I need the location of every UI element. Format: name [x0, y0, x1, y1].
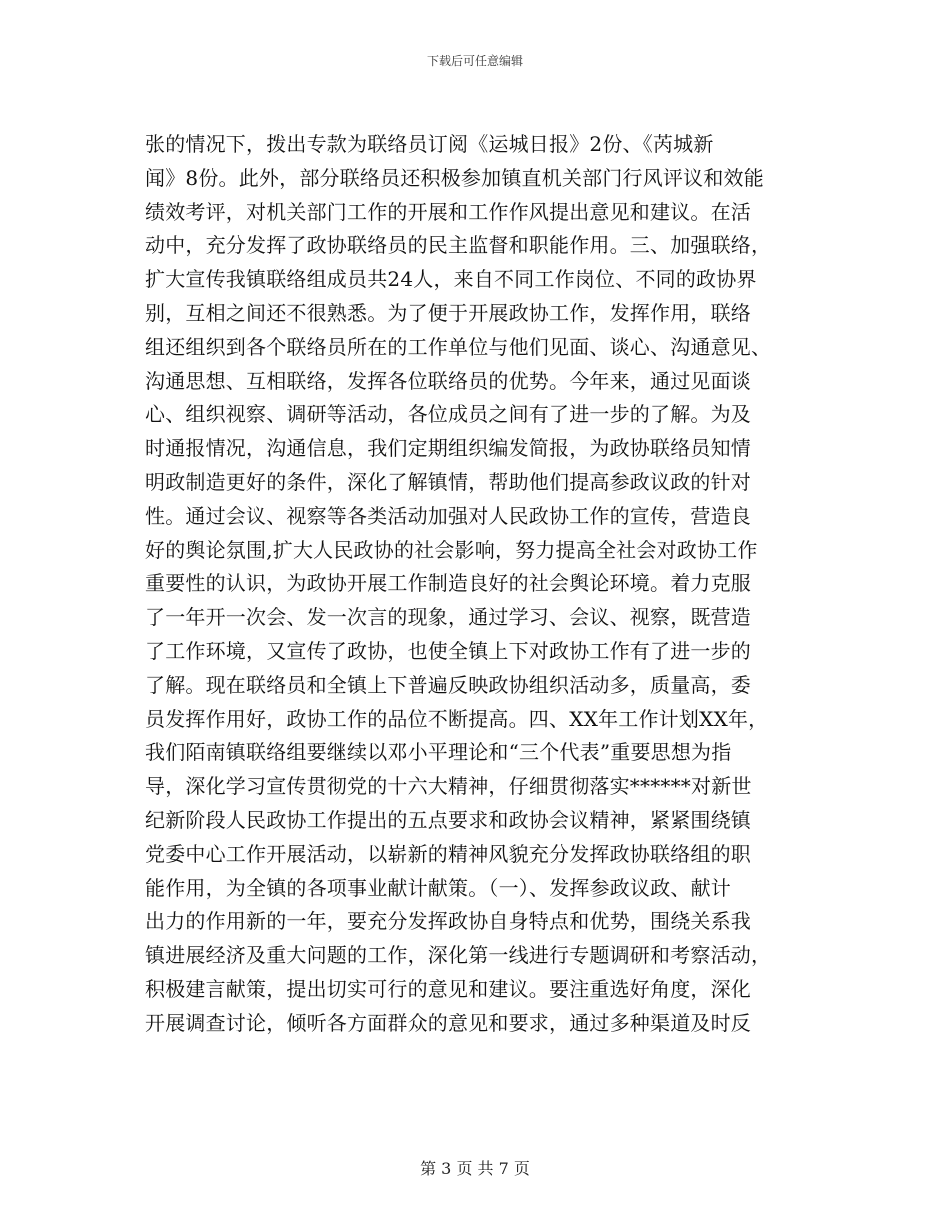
body-line: 闻》8份。此外，部分联络员还积极参加镇直机关部门行风评议和效能 — [145, 165, 764, 190]
body-line: 别，互相之间还不很熟悉。为了便于开展政协工作，发挥作用，联络 — [145, 300, 751, 325]
body-line: 出力的作用新的一年，要充分发挥政协自身特点和优势，围绕关系我 — [145, 909, 751, 934]
body-line: 我们陌南镇联络组要继续以邓小平理论和“三个代表”重要思想为指 — [145, 740, 732, 765]
body-line: 沟通思想、互相联络，发挥各位联络员的优势。今年来，通过见面谈 — [145, 368, 751, 393]
document-body — [145, 128, 810, 1041]
body-line: 扩大宣传我镇联络组成员共24人，来自不同工作岗位、不同的政协界 — [145, 267, 757, 292]
body-line: 员发挥作用好，政协工作的品位不断提高。四、XX年工作计划XX年， — [145, 706, 769, 731]
body-line: 心、组织视察、调研等活动，各位成员之间有了进一步的了解。为及 — [145, 402, 751, 427]
body-line: 了工作环境，又宣传了政协，也使全镇上下对政协工作有了进一步的 — [145, 638, 751, 663]
body-line: 绩效考评，对机关部门工作的开展和工作作风提出意见和建议。在活 — [145, 199, 751, 224]
body-line: 纪新阶段人民政协工作提出的五点要求和政协会议精神，紧紧围绕镇 — [145, 807, 751, 832]
body-line: 重要性的认识，为政协开展工作制造良好的社会舆论环境。着力克服 — [145, 571, 751, 596]
body-line: 性。通过会议、视察等各类活动加强对人民政协工作的宣传，营造良 — [145, 503, 751, 528]
body-line: 了解。现在联络员和全镇上下普遍反映政协组织活动多，质量高，委 — [145, 672, 751, 697]
body-line: 好的舆论氛围,扩大人民政协的社会影响，努力提高全社会对政协工作 — [145, 537, 758, 562]
page-number: 第 3 页 共 7 页 — [420, 1159, 530, 1178]
body-line: 导，深化学习宣传贯彻党的十六大精神，仔细贯彻落实******对新世 — [145, 774, 752, 799]
body-line: 动中，充分发挥了政协联络员的民主监督和职能作用。三、加强联络， — [145, 233, 772, 258]
body-line: 党委中心工作开展活动，以崭新的精神风貌充分发挥政协联络组的职 — [145, 841, 751, 866]
body-line: 明政制造更好的条件，深化了解镇情，帮助他们提高参政议政的针对 — [145, 469, 751, 494]
body-line: 了一年开一次会、发一次言的现象，通过学习、会议、视察，既营造 — [145, 605, 751, 630]
page-header-note: 下载后可任意编辑 — [426, 54, 523, 68]
body-line: 镇进展经济及重大问题的工作，深化第一线进行专题调研和考察活动， — [145, 943, 772, 968]
body-line: 能作用，为全镇的各项事业献计献策。（一）、发挥参政议政、献计 — [145, 875, 731, 900]
body-line: 积极建言献策，提出切实可行的意见和建议。要注重选好角度，深化 — [145, 976, 751, 1001]
body-line: 开展调查讨论，倾听各方面群众的意见和要求，通过多种渠道及时反 — [145, 1010, 751, 1035]
body-line: 时通报情况，沟通信息，我们定期组织编发简报，为政协联络员知情 — [145, 436, 751, 461]
body-line: 组还组织到各个联络员所在的工作单位与他们见面、谈心、沟通意见、 — [145, 334, 772, 359]
body-line: 张的情况下，拨出专款为联络员订阅《运城日报》2份、《芮城新 — [145, 132, 714, 156]
